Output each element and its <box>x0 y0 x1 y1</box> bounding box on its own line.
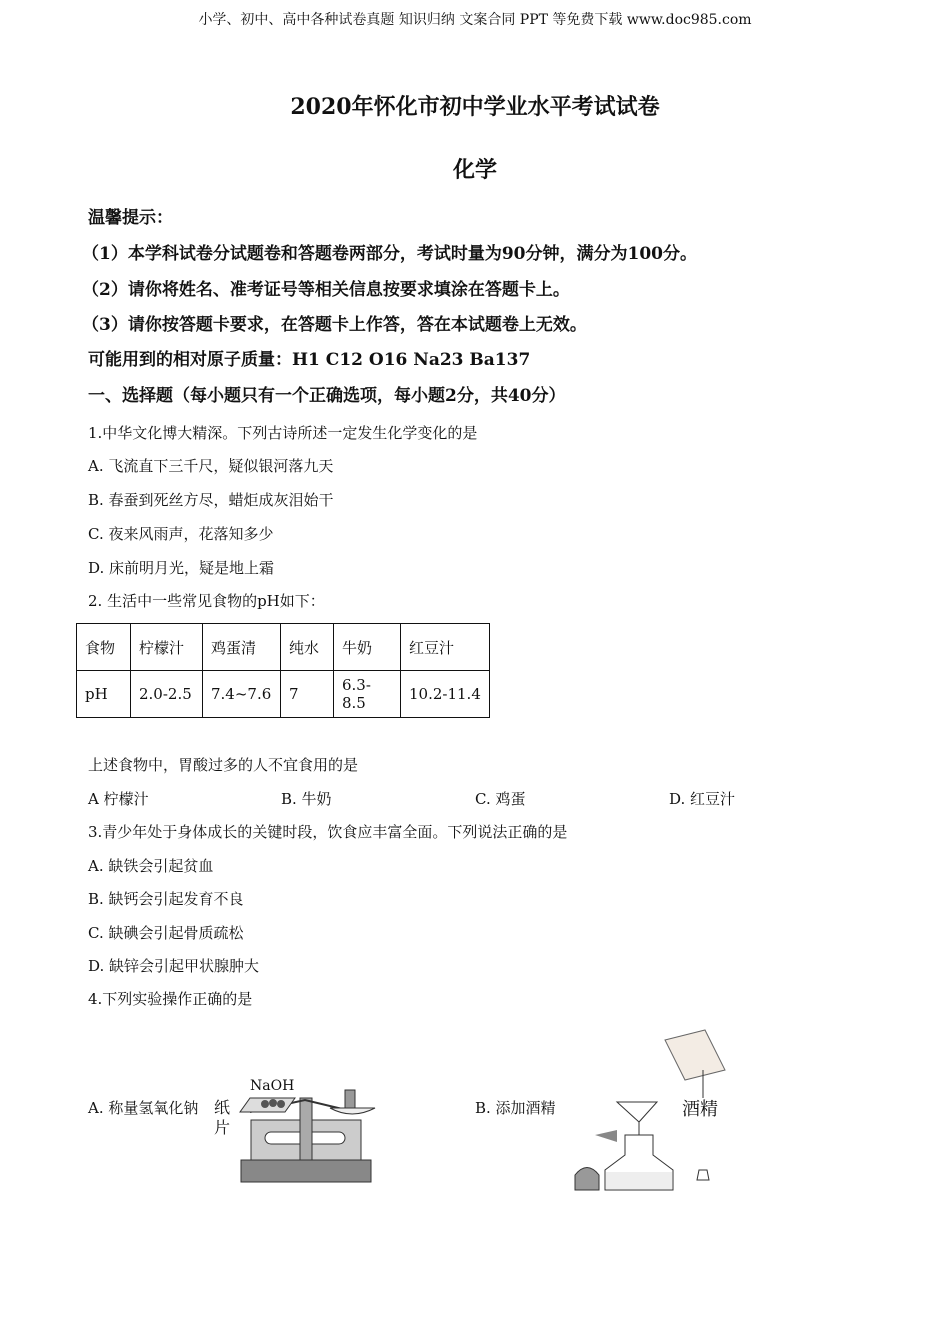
tip-item: （2）请你将姓名、准考证号等相关信息按要求填涂在答题卡上。 <box>82 280 570 300</box>
table-cell: 6.3-8.5 <box>334 671 401 718</box>
option: B. 添加酒精 <box>475 1099 556 1117</box>
option: D. 缺锌会引起甲状腺肿大 <box>88 957 260 975</box>
option: C. 夜来风雨声，花落知多少 <box>88 525 274 543</box>
table-cell: 鸡蛋清 <box>203 624 281 671</box>
balance-scale-figure <box>205 1070 385 1190</box>
option: C. 缺碘会引起骨质疏松 <box>88 924 244 942</box>
table-cell: 纯水 <box>281 624 334 671</box>
table-cell: 7 <box>281 671 334 718</box>
figure-label: 酒精 <box>682 1099 718 1120</box>
table-cell: 柠檬汁 <box>131 624 203 671</box>
option: A. 缺铁会引起贫血 <box>88 857 214 875</box>
table-row <box>77 624 490 671</box>
tip-item: （1）本学科试卷分试题卷和答题卷两部分，考试时量为90分钟，满分为100分。 <box>82 244 697 264</box>
option: B. 春蚕到死丝方尽，蜡炬成灰泪始干 <box>88 491 334 509</box>
option: C. 鸡蛋 <box>475 790 526 808</box>
question-2-stem: 2. 生活中一些常见食物的pH如下： <box>88 592 325 610</box>
figure-label: 片 <box>214 1118 231 1137</box>
figure-label: 纸 <box>214 1098 231 1117</box>
tips-heading: 温馨提示： <box>88 208 173 228</box>
table-cell: 10.2-11.4 <box>401 671 490 718</box>
table-cell: 红豆汁 <box>401 624 490 671</box>
question-2-text: 上述食物中，胃酸过多的人不宜食用的是 <box>88 756 359 774</box>
ph-table <box>76 623 490 718</box>
table-row <box>77 671 490 718</box>
exam-title: 2020年怀化市初中学业水平考试试卷 <box>290 94 660 120</box>
option: D. 红豆汁 <box>669 790 736 808</box>
option: D. 床前明月光，疑是地上霜 <box>88 559 275 577</box>
table-cell: 食物 <box>77 624 131 671</box>
table-cell: 7.4~7.6 <box>203 671 281 718</box>
table-cell: 2.0-2.5 <box>131 671 203 718</box>
option: B. 缺钙会引起发育不良 <box>88 890 244 908</box>
question-4-stem: 4.下列实验操作正确的是 <box>88 990 253 1008</box>
option: A 柠檬汁 <box>88 790 149 808</box>
question-3-stem: 3.青少年处于身体成长的关键时段，饮食应丰富全面。下列说法正确的是 <box>88 823 568 841</box>
option: A. 飞流直下三千尺，疑似银河落九天 <box>88 457 334 475</box>
option: A. 称量氢氧化钠 <box>88 1099 199 1117</box>
atomic-masses: 可能用到的相对原子质量：H1 C12 O16 Na23 Ba137 <box>88 350 531 370</box>
tip-item: （3）请你按答题卡要求，在答题卡上作答，答在本试题卷上无效。 <box>82 315 587 335</box>
figure-label: NaOH <box>250 1078 295 1094</box>
table-cell: 牛奶 <box>334 624 401 671</box>
option: B. 牛奶 <box>281 790 332 808</box>
page-header: 小学、初中、高中各种试卷真题 知识归纳 文案合同 PPT 等免费下载 www.doc985.com <box>198 12 752 28</box>
subject-title: 化学 <box>452 157 497 183</box>
table-cell: pH <box>77 671 131 718</box>
section-heading: 一、选择题（每小题只有一个正确选项，每小题2分，共40分） <box>88 386 566 406</box>
question-1-stem: 1.中华文化博大精深。下列古诗所述一定发生化学变化的是 <box>88 424 478 442</box>
